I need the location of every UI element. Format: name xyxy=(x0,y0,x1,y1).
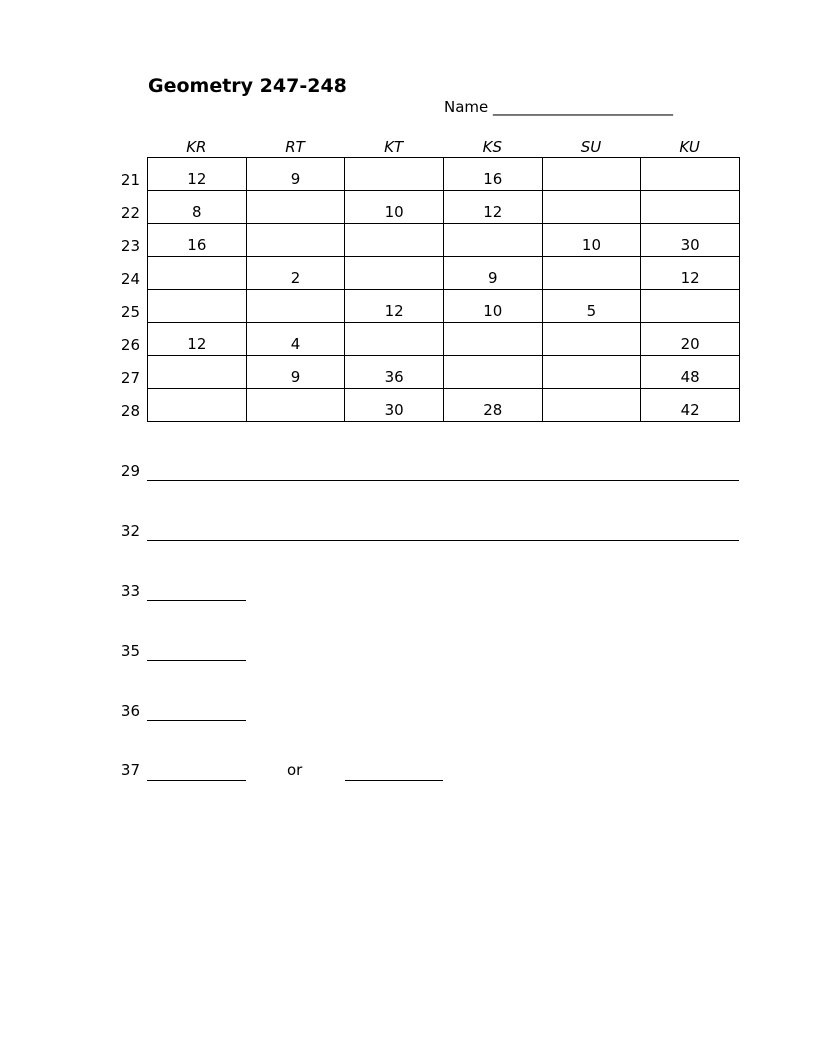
table-cell[interactable] xyxy=(542,356,641,389)
row-number: 24 xyxy=(120,270,140,288)
row-number: 28 xyxy=(120,402,140,420)
table-cell[interactable]: 12 xyxy=(641,257,740,290)
question-number-29: 29 xyxy=(120,462,140,480)
question-number-33: 33 xyxy=(120,582,140,600)
table-cell[interactable]: 12 xyxy=(345,290,444,323)
table-row xyxy=(148,323,740,356)
table-cell[interactable] xyxy=(641,191,740,224)
table-cell[interactable] xyxy=(246,191,345,224)
answer-table xyxy=(147,157,740,422)
table-cell[interactable]: 16 xyxy=(443,158,542,191)
table-cell[interactable] xyxy=(443,224,542,257)
table-cell[interactable] xyxy=(246,290,345,323)
table-cell[interactable]: 12 xyxy=(148,158,247,191)
table-cell[interactable]: 12 xyxy=(148,323,247,356)
table-cell[interactable] xyxy=(246,224,345,257)
table-cell[interactable]: 4 xyxy=(246,323,345,356)
table-row xyxy=(148,224,740,257)
answer-line-32[interactable] xyxy=(147,540,739,541)
question-number-35: 35 xyxy=(120,642,140,660)
table-cell[interactable] xyxy=(443,356,542,389)
table-row xyxy=(148,158,740,191)
table-cell[interactable]: 30 xyxy=(641,224,740,257)
table-cell[interactable]: 9 xyxy=(246,158,345,191)
answer-line-35[interactable] xyxy=(147,660,246,661)
table-cell[interactable] xyxy=(345,257,444,290)
answer-line-37-first[interactable] xyxy=(147,780,246,781)
table-cell[interactable]: 30 xyxy=(345,389,444,422)
column-header-ks: KS xyxy=(482,138,502,156)
table-cell[interactable] xyxy=(345,323,444,356)
table-cell[interactable] xyxy=(345,158,444,191)
table-row xyxy=(148,356,740,389)
answer-line-37-second[interactable] xyxy=(345,780,443,781)
row-number: 21 xyxy=(120,171,140,189)
table-cell[interactable]: 8 xyxy=(148,191,247,224)
column-header-kr: KR xyxy=(186,138,207,156)
row-number: 27 xyxy=(120,369,140,387)
or-label: or xyxy=(287,761,303,779)
table-cell[interactable]: 10 xyxy=(542,224,641,257)
question-number-37: 37 xyxy=(120,761,140,779)
table-cell[interactable] xyxy=(542,389,641,422)
answer-line-33[interactable] xyxy=(147,600,246,601)
row-number: 25 xyxy=(120,303,140,321)
answer-line-36[interactable] xyxy=(147,720,246,721)
column-header-ku: KU xyxy=(679,138,700,156)
table-cell[interactable]: 16 xyxy=(148,224,247,257)
table-cell[interactable] xyxy=(641,290,740,323)
table-row xyxy=(148,191,740,224)
table-cell[interactable]: 5 xyxy=(542,290,641,323)
table-cell[interactable] xyxy=(542,158,641,191)
column-headers xyxy=(147,137,739,157)
table-row xyxy=(148,389,740,422)
table-cell[interactable] xyxy=(148,257,247,290)
answer-line-29[interactable] xyxy=(147,480,739,481)
row-number: 23 xyxy=(120,237,140,255)
table-cell[interactable] xyxy=(641,158,740,191)
table-cell[interactable]: 28 xyxy=(443,389,542,422)
row-number: 26 xyxy=(120,336,140,354)
table-cell[interactable] xyxy=(443,323,542,356)
table-cell[interactable]: 10 xyxy=(443,290,542,323)
table-cell[interactable]: 42 xyxy=(641,389,740,422)
table-cell[interactable] xyxy=(148,290,247,323)
table-cell[interactable]: 9 xyxy=(443,257,542,290)
table-cell[interactable]: 10 xyxy=(345,191,444,224)
table-cell[interactable]: 9 xyxy=(246,356,345,389)
table-cell[interactable] xyxy=(345,224,444,257)
column-header-rt: RT xyxy=(285,138,305,156)
table-cell[interactable] xyxy=(148,389,247,422)
table-cell[interactable] xyxy=(148,356,247,389)
table-cell[interactable] xyxy=(542,191,641,224)
column-header-su: SU xyxy=(580,138,602,156)
table-cell[interactable]: 20 xyxy=(641,323,740,356)
table-cell[interactable]: 2 xyxy=(246,257,345,290)
table-cell[interactable]: 36 xyxy=(345,356,444,389)
table-row xyxy=(148,290,740,323)
table-cell[interactable] xyxy=(542,323,641,356)
question-number-32: 32 xyxy=(120,522,140,540)
question-number-36: 36 xyxy=(120,702,140,720)
name-field-label: Name ________________________ xyxy=(444,98,674,116)
row-number: 22 xyxy=(120,204,140,222)
table-cell[interactable] xyxy=(246,389,345,422)
table-row xyxy=(148,257,740,290)
table-cell[interactable] xyxy=(542,257,641,290)
table-cell[interactable]: 48 xyxy=(641,356,740,389)
page-title: Geometry 247-248 xyxy=(148,75,347,97)
table-cell[interactable]: 12 xyxy=(443,191,542,224)
column-header-kt: KT xyxy=(384,138,404,156)
